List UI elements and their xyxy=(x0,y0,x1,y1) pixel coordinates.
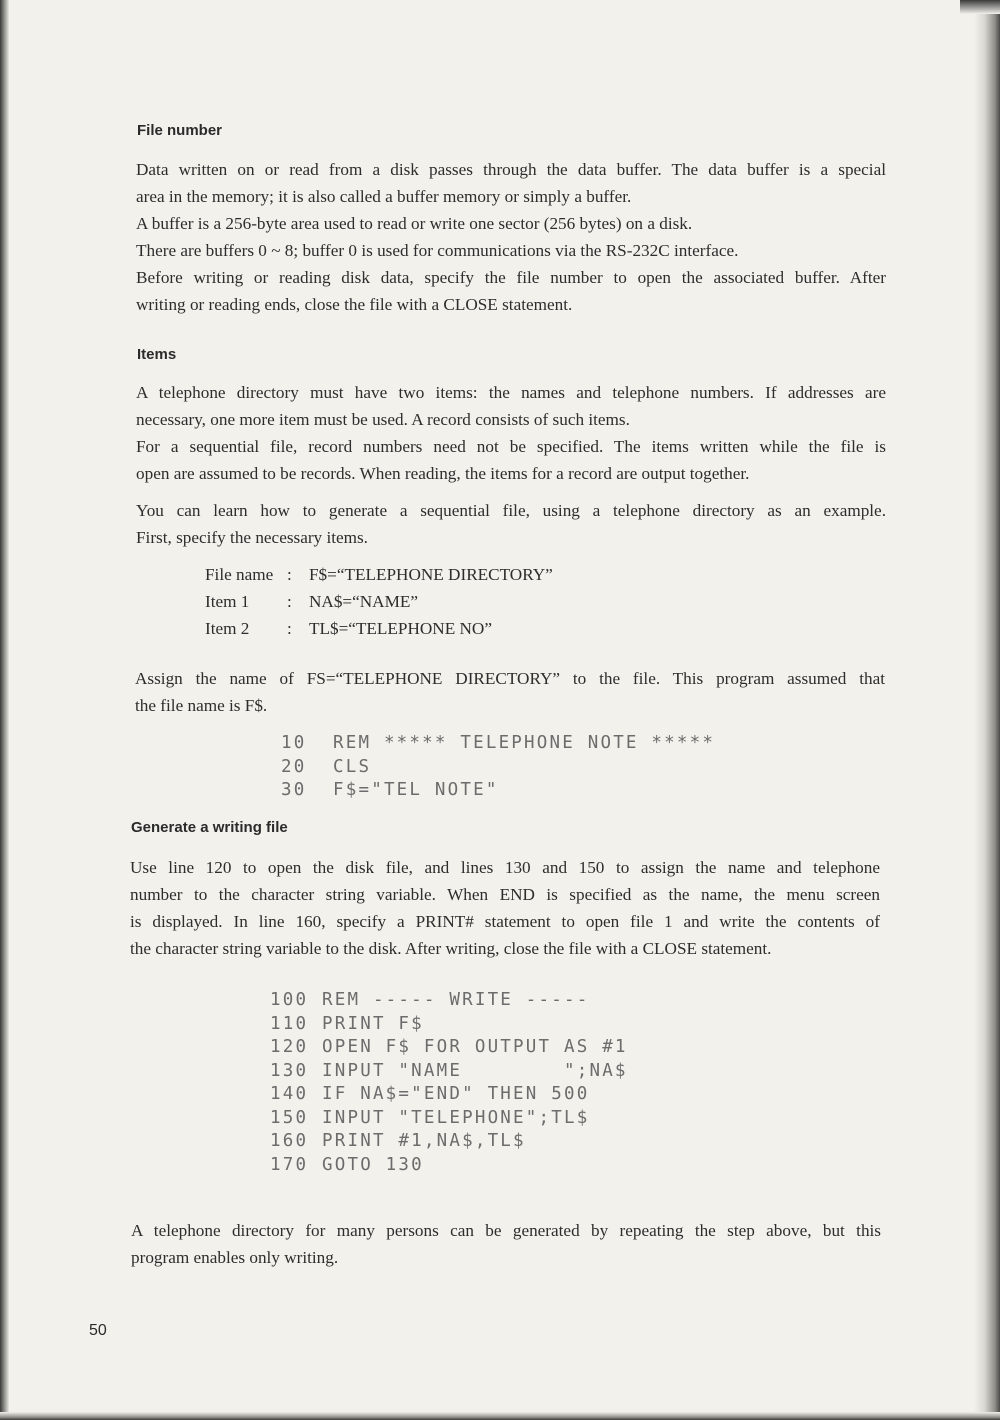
paragraph-writing-file-1 xyxy=(130,854,880,962)
code-line-number: 140 xyxy=(270,1084,309,1104)
text-line: There are buffers 0 ~ 8; buffer 0 is used for communications via the RS-232C interface. xyxy=(136,241,739,260)
heading-items: Items xyxy=(137,346,177,363)
definition-row xyxy=(205,592,553,619)
code-listing-2 xyxy=(270,990,628,1178)
code-line-number: 10 xyxy=(281,733,307,753)
text-line: necessary, one more item must be used. A record consists of such items. xyxy=(136,410,630,429)
code-line-text: CLS xyxy=(333,756,372,777)
heading-generate-writing-file: Generate a writing file xyxy=(131,819,288,836)
text-line: Assign the name of FS=“TELEPHONE DIRECTORY” to the file. This program assumed that xyxy=(135,669,885,688)
code-line-text: OPEN F$ FOR OUTPUT AS #1 xyxy=(322,1037,628,1057)
definition-label: Item 1 xyxy=(205,592,250,611)
text-line: Before writing or reading disk data, specify the file number to open the associated buffer. After xyxy=(136,268,886,287)
code-line-number: 30 xyxy=(281,780,307,800)
code-line xyxy=(270,1084,628,1108)
code-line-text: GOTO 130 xyxy=(322,1154,424,1175)
text-line: Data written on or read from a disk passes through the data buffer. The data buffer is a special xyxy=(136,160,886,179)
page-edge-shadow-bottom xyxy=(0,1412,1000,1420)
paragraph-items-1 xyxy=(136,379,886,487)
paragraph-writing-file-2 xyxy=(131,1217,881,1271)
code-line xyxy=(270,1014,628,1038)
item-definitions xyxy=(205,565,553,646)
code-line xyxy=(281,780,715,804)
code-line-text: F$="TEL NOTE" xyxy=(333,780,499,800)
text-line: writing or reading ends, close the file with a CLOSE statement. xyxy=(136,295,573,314)
definition-colon: : xyxy=(287,592,292,611)
code-line xyxy=(270,1131,628,1155)
code-line xyxy=(270,1037,628,1061)
definition-row xyxy=(205,619,553,646)
code-line xyxy=(270,1061,628,1085)
code-listing-1 xyxy=(281,733,715,804)
definition-colon: : xyxy=(287,565,292,584)
code-line-text: PRINT #1,NA$,TL$ xyxy=(322,1131,526,1151)
text-line: the file name is F$. xyxy=(135,696,268,715)
definition-value: TL$=“TELEPHONE NO” xyxy=(309,619,492,638)
code-line-number: 160 xyxy=(270,1131,309,1151)
paragraph-items-2 xyxy=(136,497,886,551)
text-line: A telephone directory must have two items: the names and telephone numbers. If addresses are xyxy=(136,383,886,402)
code-line-text: PRINT F$ xyxy=(322,1013,424,1034)
definition-value: NA$=“NAME” xyxy=(309,592,418,611)
page-corner-shadow xyxy=(960,0,1000,14)
paragraph-items-3 xyxy=(135,665,885,719)
page-number: 50 xyxy=(89,1322,107,1339)
code-line-text: REM ----- WRITE ----- xyxy=(322,990,590,1010)
text-line: For a sequential file, record numbers need not be specified. The items written while the file is xyxy=(136,437,886,456)
code-line-number: 20 xyxy=(281,756,307,777)
code-line-text: INPUT "NAME ";NA$ xyxy=(322,1060,628,1081)
code-line-text: INPUT "TELEPHONE";TL$ xyxy=(322,1107,590,1128)
definition-row xyxy=(205,565,553,592)
definition-value: F$=“TELEPHONE DIRECTORY” xyxy=(309,565,553,584)
paragraph-file-number xyxy=(136,156,886,318)
text-line: open are assumed to be records. When reading, the items for a record are output together. xyxy=(136,464,750,483)
text-line: First, specify the necessary items. xyxy=(136,528,368,547)
text-line: program enables only writing. xyxy=(131,1248,339,1267)
text-line: Use line 120 to open the disk file, and lines 130 and 150 to assign the name and telephone xyxy=(130,858,880,877)
text-line: area in the memory; it is also called a buffer memory or simply a buffer. xyxy=(136,187,632,206)
text-line: A telephone directory for many persons can be generated by repeating the step above, but this xyxy=(131,1221,881,1240)
definition-label: File name xyxy=(205,565,274,584)
code-line-number: 110 xyxy=(270,1013,309,1034)
definition-colon: : xyxy=(287,619,292,638)
code-line-text: REM ***** TELEPHONE NOTE ***** xyxy=(333,733,716,753)
code-line xyxy=(281,733,715,757)
code-line xyxy=(270,990,628,1014)
code-line-number: 130 xyxy=(270,1060,309,1081)
text-line: is displayed. In line 160, specify a PRINT# statement to open file 1 and write the contents of xyxy=(130,912,880,931)
code-line-number: 120 xyxy=(270,1037,309,1057)
text-line: number to the character string variable. When END is specified as the name, the menu screen xyxy=(130,885,880,904)
code-line-number: 150 xyxy=(270,1107,309,1128)
code-line-text: IF NA$="END" THEN 500 xyxy=(322,1084,590,1104)
code-line xyxy=(270,1108,628,1132)
text-line: the character string variable to the disk. After writing, close the file with a CLOSE statement. xyxy=(130,939,772,958)
code-line xyxy=(270,1155,628,1179)
text-line: A buffer is a 256-byte area used to read or write one sector (256 bytes) on a disk. xyxy=(136,214,693,233)
page-binding-shadow-left xyxy=(0,0,9,1420)
heading-file-number: File number xyxy=(137,122,223,139)
definition-label: Item 2 xyxy=(205,619,250,638)
text-line: You can learn how to generate a sequential file, using a telephone directory as an example. xyxy=(136,501,886,520)
page-edge-shadow-right xyxy=(974,0,1000,1420)
code-line-number: 170 xyxy=(270,1154,309,1175)
code-line xyxy=(281,757,715,781)
code-line-number: 100 xyxy=(270,990,309,1010)
